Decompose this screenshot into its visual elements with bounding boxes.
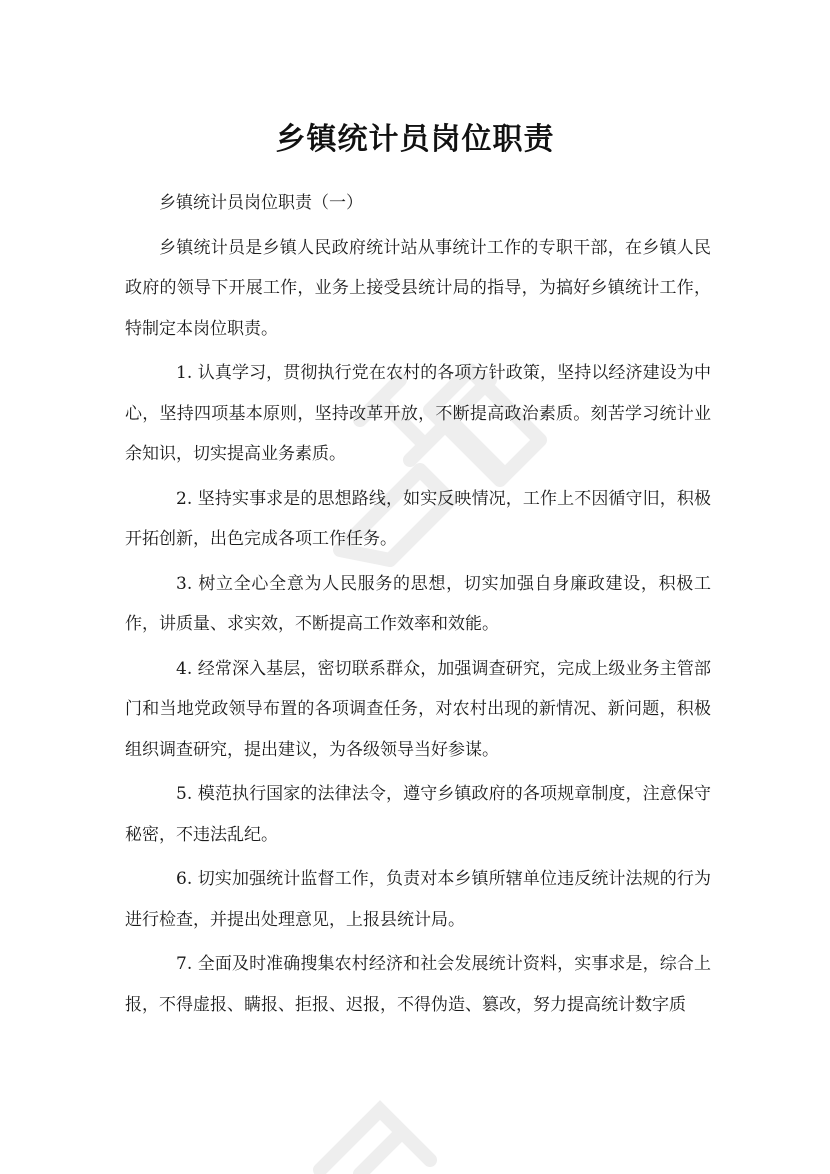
duty-item-6: 6. 切实加强统计监督工作，负责对本乡镇所辖单位违反统计法规的行为进行检查，并提出处理意见，上报县统计局。	[125, 869, 711, 930]
watermark-bottom-icon	[300, 1090, 460, 1174]
duty-item-3: 3. 树立全心全意为人民服务的思想，切实加强自身廉政建设，积极工作，讲质量、求实效，不断提高工作效率和效能。	[125, 573, 711, 634]
document-body	[125, 183, 711, 1029]
intro-paragraph: 乡镇统计员是乡镇人民政府统计站从事统计工作的专职干部，在乡镇人民政府的领导下开展工作，业务上接受县统计局的指导，为搞好乡镇统计工作，特制定本岗位职责。	[125, 237, 711, 339]
duty-item-2: 2. 坚持实事求是的思想路线，如实反映情况，工作上不因循守旧，积极开拓创新，出色完成各项工作任务。	[125, 488, 711, 549]
duty-item-7: 7. 全面及时准确搜集农村经济和社会发展统计资料，实事求是，综合上报，不得虚报、瞒报、拒报、迟报，不得伪造、篡改，努力提高统计数字质	[125, 954, 711, 1015]
duty-item-4: 4. 经常深入基层，密切联系群众，加强调查研究，完成上级业务主管部门和当地党政领导布置的各项调查任务，对农村出现的新情况、新问题，积极组织调查研究，提出建议，为各级领导当好参谋。	[125, 658, 711, 760]
section-subtitle: 乡镇统计员岗位职责（一）	[159, 193, 363, 213]
duty-item-5: 5. 模范执行国家的法律法令，遵守乡镇政府的各项规章制度，注意保守秘密，不违法乱纪。	[125, 784, 711, 845]
page-title: 乡镇统计员岗位职责	[275, 122, 555, 157]
duty-item-1: 1. 认真学习，贯彻执行党在农村的各项方针政策，坚持以经济建设为中心，坚持四项基本原则，坚持改革开放，不断提高政治素质。刻苦学习统计业余知识，切实提高业务素质。	[125, 363, 711, 464]
